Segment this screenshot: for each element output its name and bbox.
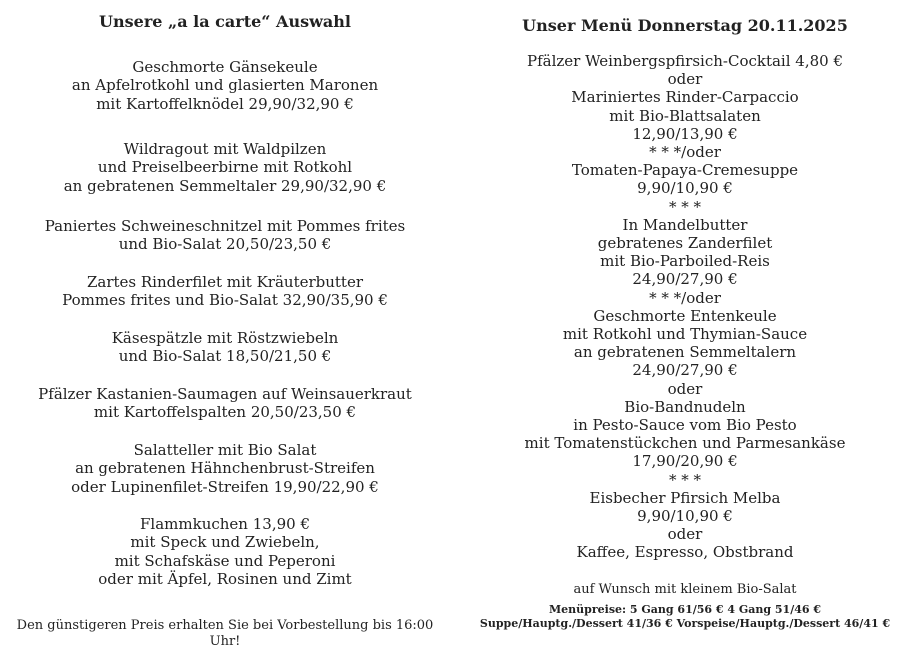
dish-line: Flammkuchen 13,90 € [140,515,310,533]
dish-line: Pommes frites und Bio-Salat 32,90/35,90 € [62,291,388,310]
menu-line: mit Tomatenstückchen und Parmesankäse [524,434,846,453]
a-la-carte-heading: Unsere „a la carte“ Auswahl [99,12,351,31]
menu-line: 12,90/13,90 € [632,124,738,143]
dish-schnitzel [0,217,450,254]
daily-menu-heading: Unser Menü Donnerstag 20.11.2025 [522,16,848,35]
price-line: Suppe/Hauptg./Dessert 41/36 € Vorspeise/Hauptg./Dessert 46/41 € [479,617,891,630]
dish-line: und Preiselbeerbirne mit Rotkohl [97,158,353,177]
dish-wildragout [0,140,450,195]
menu-line: 24,90/27,90 € [632,270,738,289]
dish-kaesespaetzle [0,329,450,366]
menu-line: Pfälzer Weinbergspfirsich-Cocktail 4,80 € [526,52,844,70]
menu-line: mit Rotkohl und Thymian-Sauce [562,325,808,344]
dish-line: mit Kartoffelspalten 20,50/23,50 € [93,403,357,422]
menu-line: * * * [668,470,702,489]
dish-salatteller [0,441,450,496]
dish-flammkuchen [0,515,450,589]
menu-line: gebratenes Zanderfilet [597,234,773,253]
menu-line: * * */oder [649,288,721,307]
menu-line: 17,90/20,90 € [632,452,738,471]
dish-line: Wildragout mit Waldpilzen [123,140,327,158]
dish-line: mit Speck und Zwiebeln, [130,533,320,552]
menu-line: Bio-Bandnudeln [624,397,746,416]
dish-line: Salatteller mit Bio Salat [133,441,317,459]
menu-line: an gebratenen Semmeltalern [573,343,797,362]
dish-line: mit Schafskäse und Peperoni [114,551,336,570]
dish-line: an gebratenen Semmeltaler 29,90/32,90 € [63,176,387,195]
menu-line: In Mandelbutter [622,215,748,234]
dish-gaensekeule [0,58,450,113]
dish-saumagen [0,385,450,422]
menu-prices [470,603,900,631]
menu-line: Mariniertes Rinder-Carpaccio [571,88,799,107]
menu-line: Kaffee, Espresso, Obstbrand [576,543,794,562]
menu-line: mit Bio-Parboiled-Reis [600,252,770,271]
daily-menu-courses [470,52,900,562]
menu-line: * * */oder [649,143,721,162]
dish-line: Zartes Rinderfilet mit Kräuterbutter [86,273,364,291]
menu-line: oder [667,70,703,89]
dish-line: Käsespätzle mit Röstzwiebeln [111,329,339,347]
dish-line: an gebratenen Hähnchenbrust-Streifen [75,459,375,478]
dish-rinderfilet [0,273,450,310]
dish-line: und Bio-Salat 18,50/21,50 € [118,347,332,366]
dish-line: Geschmorte Gänsekeule [132,58,318,76]
dish-line: Pfälzer Kastanien-Saumagen auf Weinsauerkraut [38,385,412,403]
menu-line: in Pesto-Sauce vom Bio Pesto [573,416,797,435]
dish-line: oder mit Äpfel, Rosinen und Zimt [98,570,352,589]
menu-line: Geschmorte Entenkeule [593,306,777,325]
menu-line: Tomaten-Papaya-Cremesuppe [571,161,799,180]
menu-line: 9,90/10,90 € [637,179,733,198]
menu-line: * * * [668,197,702,216]
salad-hint: auf Wunsch mit kleinem Bio-Salat [573,582,797,597]
menu-line: oder [667,379,703,398]
dish-line: Paniertes Schweineschnitzel mit Pommes frites [44,217,406,235]
menu-line: 24,90/27,90 € [632,361,738,380]
dish-line: an Apfelrotkohl und glasierten Maronen [71,76,379,95]
dish-line: oder Lupinenfilet-Streifen 19,90/22,90 € [71,477,379,496]
price-line: Menüpreise: 5 Gang 61/56 € 4 Gang 51/46 € [548,603,822,616]
menu-line: oder [667,525,703,544]
menu-line: Eisbecher Pfirsich Melba [589,488,781,507]
preorder-footnote: Den günstigeren Preis erhalten Sie bei Vorbestellung bis 16:00 Uhr! [16,618,434,649]
dish-line: und Bio-Salat 20,50/23,50 € [118,235,332,254]
menu-line: mit Bio-Blattsalaten [609,106,761,125]
dish-line: mit Kartoffelknödel 29,90/32,90 € [96,94,354,113]
menu-line: 9,90/10,90 € [637,507,733,526]
